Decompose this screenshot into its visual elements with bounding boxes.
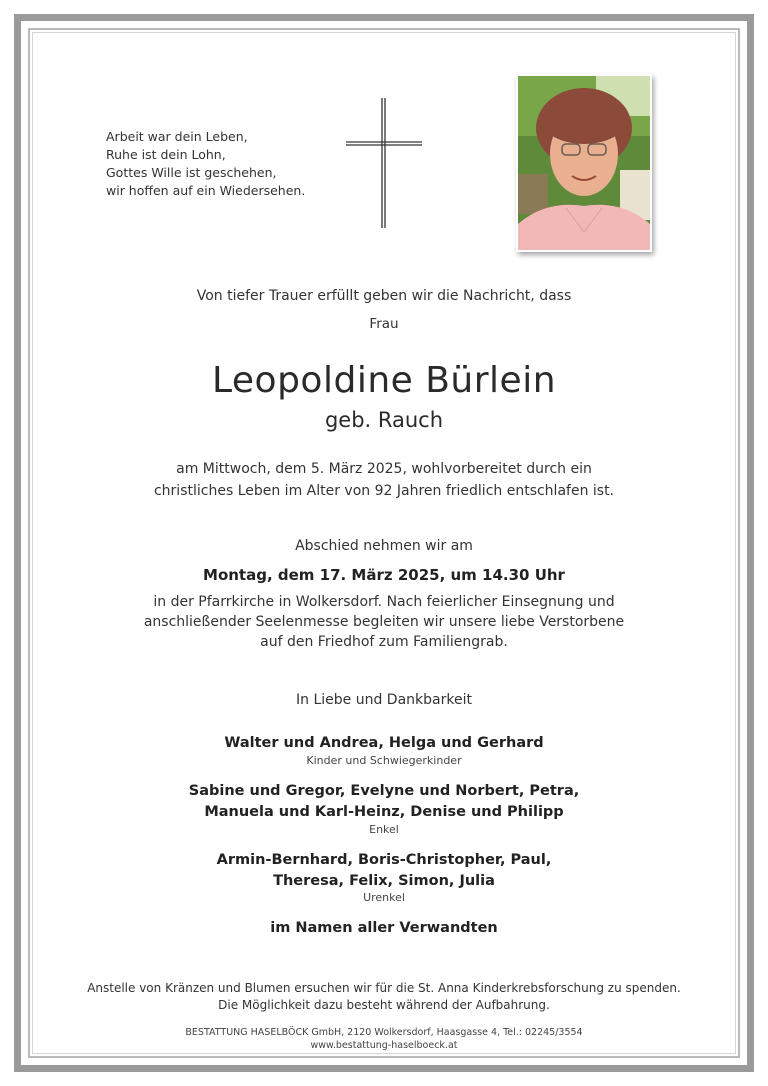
portrait-photo	[516, 74, 652, 252]
relation-label: Kinder und Schwiegerkinder	[306, 754, 462, 767]
intro-text: Von tiefer Trauer erfüllt geben wir die Nachricht, dass	[196, 288, 572, 304]
cross-icon	[344, 96, 424, 230]
relation-label: Urenkel	[363, 891, 405, 904]
donation-line: Anstelle von Kränzen und Blumen ersuchen wir für die St. Anna Kinderkrebsforschung zu spenden.	[87, 981, 681, 995]
mourner-group-great-grandchildren	[0, 850, 768, 892]
verse-line: wir hoffen auf ein Wiedersehen.	[106, 183, 306, 198]
death-line: christliches Leben im Alter von 92 Jahren friedlich entschlafen ist.	[153, 483, 615, 499]
verse-line: Arbeit war dein Leben,	[106, 129, 248, 144]
death-line: am Mittwoch, dem 5. März 2025, wohlvorbereitet durch ein	[176, 461, 592, 477]
funeral-date: Montag, dem 17. März 2025, um 14.30 Uhr	[203, 566, 565, 584]
mourner-group-grandchildren	[0, 781, 768, 823]
mourners-intro: In Liebe und Dankbarkeit	[296, 692, 472, 708]
donation-line: Die Möglichkeit dazu besteht während der Aufbahrung.	[218, 998, 550, 1012]
funeral-details	[0, 592, 768, 652]
mourner-line: Theresa, Felix, Simon, Julia	[273, 873, 495, 889]
deceased-name: Leopoldine Bürlein	[211, 360, 557, 401]
donation-note	[0, 980, 768, 1014]
company-address: BESTATTUNG HASELBÖCK GmbH, 2120 Wolkersdorf, Haasgasse 4, Tel.: 02245/3554	[185, 1027, 583, 1038]
mourner-line: Manuela und Karl-Heinz, Denise und Philipp	[204, 804, 564, 820]
mourner-line: Armin-Bernhard, Boris-Christopher, Paul,	[216, 852, 552, 868]
maiden-name: geb. Rauch	[324, 408, 444, 432]
funeral-line: in der Pfarrkirche in Wolkersdorf. Nach feierlicher Einsegnung und	[153, 594, 615, 610]
death-notice	[0, 458, 768, 502]
company-website: www.bestattung-haselboeck.at	[310, 1040, 458, 1051]
verse-line: Gottes Wille ist geschehen,	[106, 165, 277, 180]
funeral-line: anschließender Seelenmesse begleiten wir unsere liebe Verstorbene	[143, 614, 625, 630]
mourner-group-children: Walter und Andrea, Helga und Gerhard	[224, 735, 544, 751]
funeral-home-info	[0, 1026, 768, 1052]
title-text: Frau	[369, 316, 399, 332]
funeral-line: auf den Friedhof zum Familiengrab.	[260, 634, 508, 650]
verse-line: Ruhe ist dein Lohn,	[106, 147, 226, 162]
farewell-text: Abschied nehmen wir am	[295, 538, 473, 554]
closing-text: im Namen aller Verwandten	[270, 920, 498, 936]
mourner-line: Sabine und Gregor, Evelyne und Norbert, Petra,	[188, 783, 580, 799]
relation-label: Enkel	[369, 823, 399, 836]
memorial-verse	[106, 128, 346, 200]
